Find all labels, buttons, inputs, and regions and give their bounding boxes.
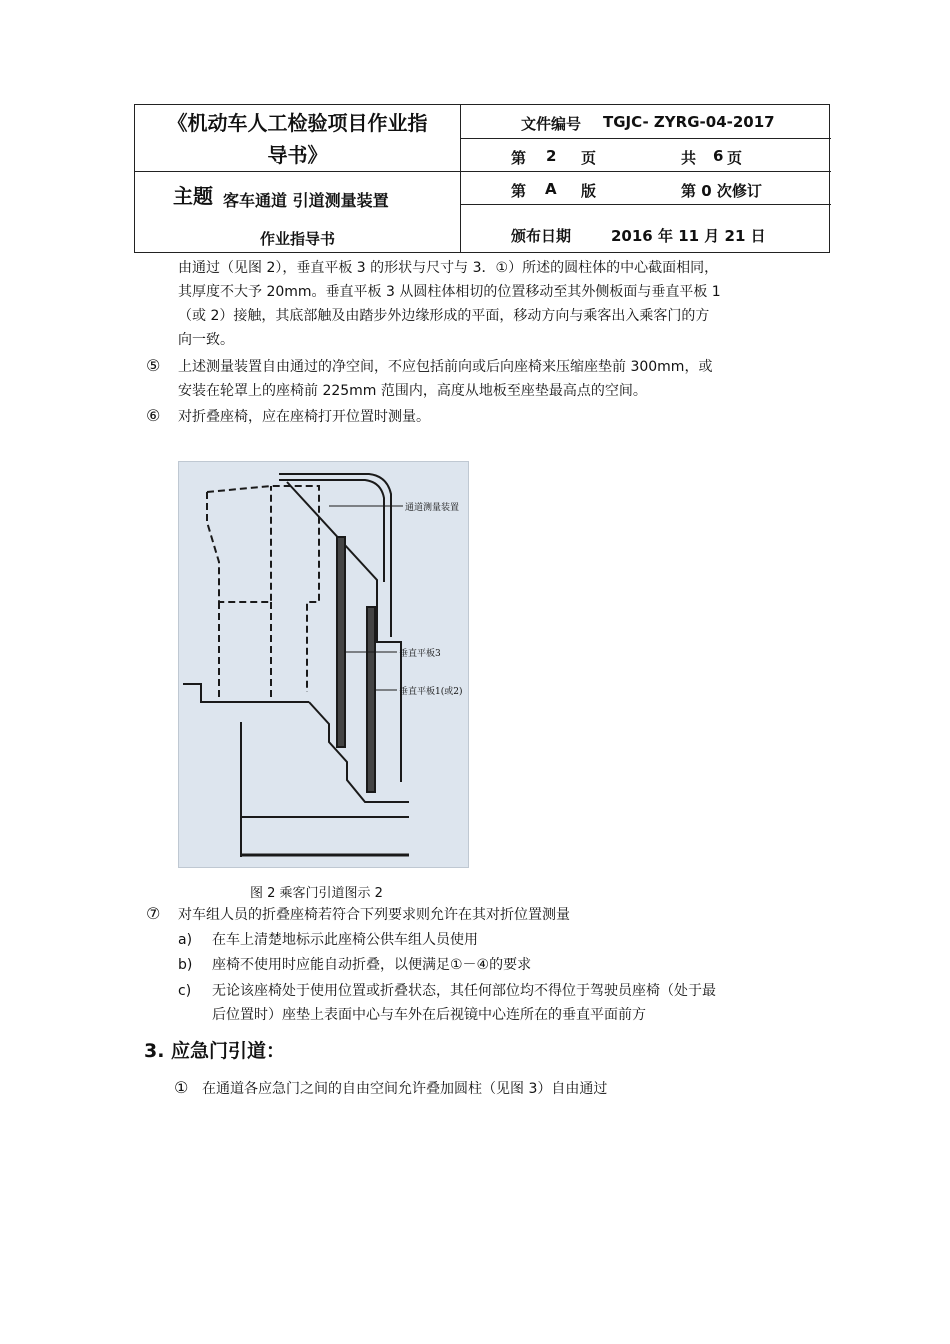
page-number: 2: [546, 147, 557, 165]
subject-cell: [135, 172, 460, 253]
text-line: 安装在轮罩上的座椅前 225mm 范围内，高度从地板至座垫最高点的空间。: [178, 383, 647, 399]
section-3-item-1: 在通道各应急门之间的自由空间允许叠加圆柱（见图 3）自由通过: [202, 1081, 608, 1097]
list-item-a: 在车上清楚地标示此座椅公供车组人员使用: [212, 932, 478, 948]
list-item-c: [212, 979, 716, 1027]
issue-date: 2016 年 11 月 21 日: [611, 227, 766, 245]
text-line: 上述测量装置自由通过的净空间，不应包括前向或后向座椅来压缩座垫前 300mm，或: [178, 359, 713, 375]
text-line: 其厚度不大予 20mm。垂直平板 3 从圆柱体相切的位置移动至其外侧板面与垂直平板 1: [178, 284, 721, 300]
date-cell: [461, 205, 831, 251]
subject-text-line2: 作业指导书: [259, 230, 335, 248]
step-profile: [309, 702, 409, 802]
item-marker: ⑤: [146, 356, 161, 375]
text-line: 由通过（见图 2），垂直平板 3 的形状与尺寸与 3．①）所述的圆柱体的中心截面相同，: [178, 260, 719, 276]
page-cell: [461, 139, 831, 171]
subject-label: 主题: [173, 184, 213, 208]
edition-cell: [461, 172, 831, 204]
date-label: 颁布日期: [511, 227, 572, 245]
text-line: 向一致。: [178, 332, 234, 348]
document-title-line1: 《机动车人工检验项目作业指: [167, 111, 428, 135]
page-label-b: 页: [581, 149, 597, 167]
document-title-line2: 导书》: [267, 143, 328, 167]
paragraph-4: [178, 256, 721, 352]
document-header-table: [134, 104, 830, 253]
paragraph-7: 对车组人员的折叠座椅若符合下列要求则允许在其对折位置测量: [178, 907, 570, 923]
text-line: 后位置时）座垫上表面中心与车外在后视镜中心连所在的垂直平面前方: [212, 1007, 646, 1023]
text-line: 无论该座椅处于使用位置或折叠状态，其任何部位均不得位于驾驶员座椅（处于最: [212, 983, 716, 999]
label-plate-1-or-2: 垂直平板1(或2): [399, 687, 463, 697]
list-item-b-marker: b): [178, 957, 193, 973]
figure-diagram: [179, 462, 468, 867]
edition: A: [545, 180, 557, 198]
device-lower-dashed: [219, 602, 307, 702]
item-marker: ⑥: [146, 406, 161, 425]
doc-number-label: 文件编号: [521, 115, 582, 133]
total-label-a: 共: [681, 149, 697, 167]
label-plate-3: 垂直平板3: [399, 649, 441, 659]
vertical-plate-1: [367, 607, 375, 792]
device-outline-dashed: [207, 486, 319, 692]
floor-line: [183, 684, 309, 702]
paragraph-5: [178, 355, 712, 403]
text-line: （或 2）接触，其底部触及由踏步外边缘形成的平面，移动方向与乘客出入乘客门的方: [178, 308, 710, 324]
document-title: [135, 105, 460, 171]
list-item-a-marker: a): [178, 932, 193, 948]
figure-passenger-door-access: [178, 461, 469, 868]
total-pages: 6: [713, 147, 724, 165]
list-item-b: 座椅不使用时应能自动折叠，以便满足①－④的要求: [212, 957, 532, 973]
item-marker: ⑦: [146, 904, 161, 923]
edition-label-b: 版: [581, 182, 597, 200]
total-label-b: 页: [727, 149, 743, 167]
paragraph-6: 对折叠座椅，应在座椅打开位置时测量。: [178, 409, 430, 425]
page-label-a: 第: [511, 149, 527, 167]
doc-number: TGJC- ZYRG-04-2017: [603, 113, 775, 131]
label-measuring-device: 通道测量装置: [405, 503, 460, 513]
revision: 第 0 次修订: [681, 182, 762, 200]
list-item-c-marker: c): [178, 983, 192, 999]
figure-caption: 图 2 乘客门引道图示 2: [250, 886, 383, 901]
doc-number-cell: [461, 105, 831, 137]
item-marker: ①: [174, 1078, 189, 1097]
subject-text: 客车通道 引道测量装置: [223, 191, 389, 210]
edition-label-a: 第: [511, 182, 527, 200]
section-heading: 3. 应急门引道：: [144, 1040, 286, 1062]
device-body-dashed: [207, 486, 271, 602]
vertical-plate-3: [337, 537, 345, 747]
